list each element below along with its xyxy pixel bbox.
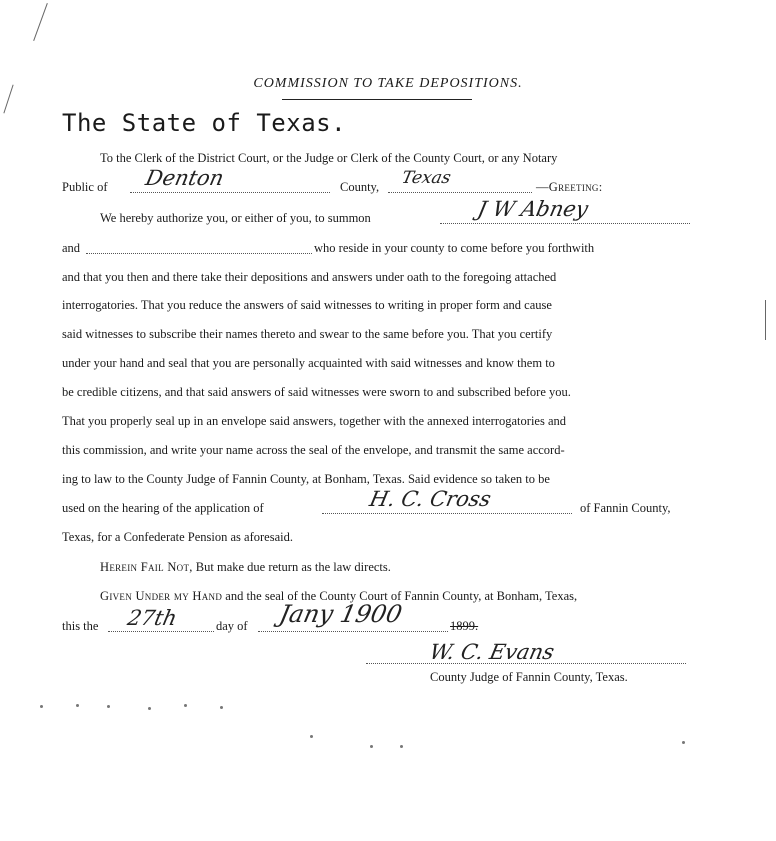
- speck: [220, 706, 223, 709]
- margin-mark: [33, 3, 48, 41]
- handwritten-signature: W. C. Evans: [427, 640, 557, 664]
- blank-line: [86, 253, 312, 254]
- text-line: day of: [216, 619, 248, 633]
- handwritten-day: 27th: [125, 606, 180, 630]
- blank-line: [108, 631, 214, 632]
- handwritten-state: Texas: [399, 168, 453, 188]
- greeting: —Greeting:: [536, 180, 603, 194]
- blank-line: [440, 223, 690, 224]
- text-line: 1899.: [450, 619, 479, 633]
- margin-mark: [765, 300, 766, 340]
- heading-rule: [282, 99, 472, 100]
- blank-line: [388, 192, 532, 193]
- text-fragment: and the seal of the County Court of Fannin County, at Bonham, Texas,: [225, 589, 578, 603]
- text-line: this commission, and write your name across the seal of the envelope, and transmit the same accord-: [62, 443, 565, 457]
- speck: [184, 704, 187, 707]
- text-line: interrogatories. That you reduce the answers of said witnesses to writing in proper form and cause: [62, 298, 552, 312]
- speck: [40, 705, 43, 708]
- speck: [682, 741, 685, 744]
- text-line: That you properly seal up in an envelope said answers, together with the annexed interrogatories and: [62, 414, 567, 428]
- document-heading: COMMISSION TO TAKE DEPOSITIONS.: [253, 76, 523, 91]
- given-under-my-hand: Given Under my Hand: [100, 589, 223, 603]
- text-line: and: [62, 241, 81, 255]
- speck: [400, 745, 403, 748]
- text-line: used on the hearing of the application of: [62, 501, 264, 515]
- blank-line: [130, 192, 330, 193]
- text-line: We hereby authorize you, or either of you, to summon: [100, 211, 371, 225]
- text-line: Texas, for a Confederate Pension as aforesaid.: [62, 530, 293, 544]
- judge-title: County Judge of Fannin County, Texas.: [430, 670, 628, 684]
- handwritten-witness: J W Abney: [475, 197, 591, 221]
- text-line: and that you then and there take their depositions and answers under oath to the foregoing attached: [62, 270, 557, 284]
- text-line: Public of: [62, 180, 108, 194]
- speck: [107, 705, 110, 708]
- text-line: [100, 560, 391, 575]
- text-line: of Fannin County,: [580, 501, 671, 515]
- text-line: under your hand and seal that you are personally acquainted with said witnesses and know them to: [62, 356, 555, 370]
- handwritten-applicant: H. C. Cross: [367, 487, 494, 511]
- text-line: ing to law to the County Judge of Fannin County, at Bonham, Texas. Said evidence so taken to be: [62, 472, 550, 486]
- text-line: said witnesses to subscribe their names thereto and swear to the same before you. That you certify: [62, 327, 553, 341]
- speck: [310, 735, 313, 738]
- state-title: The State of Texas.: [62, 109, 347, 137]
- text-line: who reside in your county to come before you forthwith: [314, 241, 595, 255]
- text-line: be credible citizens, and that said answers of said witnesses were sworn to and subscribed before you.: [62, 385, 571, 399]
- speck: [76, 704, 79, 707]
- blank-line: [322, 513, 572, 514]
- handwritten-county: Denton: [143, 166, 226, 190]
- handwritten-date: Jany 1900: [277, 600, 405, 628]
- speck: [370, 745, 373, 748]
- text-line: this the: [62, 619, 99, 633]
- herein-fail-not: Herein Fail Not,: [100, 560, 193, 574]
- text-line: County,: [340, 180, 380, 194]
- blank-line: [258, 631, 448, 632]
- text-line: To the Clerk of the District Court, or the Judge or Clerk of the County Court, or any Notary: [100, 151, 558, 165]
- text-fragment: But make due return as the law directs.: [195, 560, 391, 574]
- speck: [148, 707, 151, 710]
